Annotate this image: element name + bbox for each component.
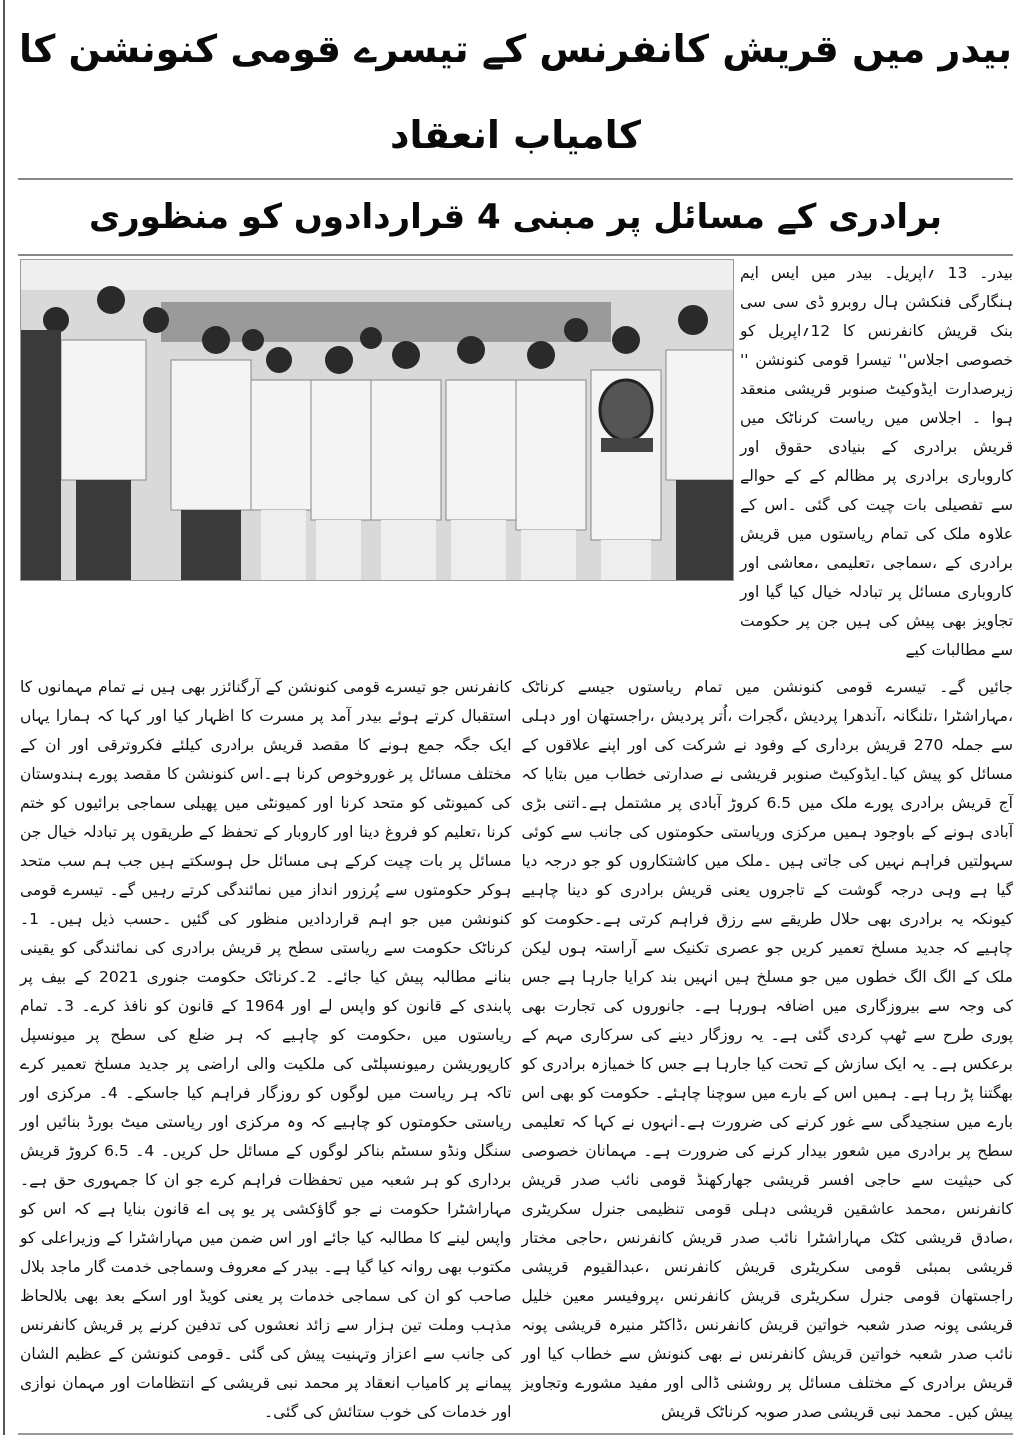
right-body-paragraph: جائیں گے۔ تیسرے قومی کنونشن میں تمام ریاستوں جیسے کرناٹک ،مہاراشٹرا ،تلنگانہ ،آندھرا پردیش ،گجرات ،اُتر پردیش ،راجستھان اور دہلی سے جملہ 270 قریش برداری کے وفود نے شرکت کی اور اپنے علاقوں کے مسائل کو پیش کیا۔ایڈوکیٹ صنوبر قریشی نے صدارتی خطاب میں بتایا کہ آج قریش برادری پورے ملک میں 6.5 کروڑ آبادی پر مشتمل ہے۔اتنی بڑی آبادی ہونے کے باوجود ہمیں مرکزی وریاستی حکومتوں کی جانب سے کوئی سہولتیں فراہم نہیں کی جاتی ہیں ۔ملک میں کاشتکاروں کو جو درجہ دیا گیا ہے وہی درجہ گوشت کے تاجروں یعنی قریش برادری کو دینا چاہیے کیونکہ یہ برادری بھی حلال طریقے سے رزق فراہم کرتی ہے۔حکومت کو چاہیے کہ جدید مسلخ تعمیر کریں جو عصری تکنیک سے آراستہ ہوں لیکن ملک کے الگ الگ خطوں میں جو مسلخ ہیں انہیں بند کرایا جارہا ہے جس کی وجہ سے بیروزگاری میں اضافہ ہورہا ہے۔ جانوروں کی تجارت بھی پوری طرح سے ٹھپ کردی گئی ہے۔ یہ روزگار دینے کی سرکاری مہم کے برعکس ہے۔ یہ ایک سازش کے تحت کیا جارہا ہے جس کا خمیازہ برادری کو بھگتنا پڑ رہا ہے۔ ہمیں اس کے بارے میں سوچنا چاہئے۔ حکومت کو بھی اس بارے میں سنجیدگی سے غور کرنے کی ضرورت ہے۔انہوں نے کہا کہ تعلیمی سطح پر برادری میں شعور بیدار کرنے کی ضرورت ہے۔ مہمانان خصوصی کی حیثیت سے حاجی افسر قریشی جھارکھنڈ قومی نائب صدر قریش کانفرنس ،محمد عاشقین قریشی دہلی قومی تنظیمی جنرل سکریٹری ،صادق قریشی کٹک مہاراشٹرا نائب صدر قریش کانفرنس ،حاجی مختار قریشی بمبئی قومی سکریٹری قریش کانفرنس ،عبدالقیوم قریشی راجستھان قومی جنرل سکریٹری قریش کانفرنس ،پروفیسر معین خلیل قریشی پونہ صدر شعبہ خواتین قریش کانفرنس ،ڈاکٹر منیرہ قریشی پونہ نائب صدر شعبہ خواتین قریش کانفرنس نے بھی کنونش سے خطاب کیا اور قریش برادری کے مختلف مسائل پر روشنی ڈالی اور مفید مشورے وتجاویز پیش کیں۔ محمد نبی قریشی صدر صوبہ کرناٹک قریش [521, 678, 1013, 1421]
page-left-border [3, 0, 5, 1435]
left-body-paragraph: کانفرنس جو تیسرے قومی کنونشن کے آرگنائزر بھی ہیں نے تمام مہمانوں کا استقبال کرتے ہوئے بیدر آمد پر مسرت کا اظہار کیا اور کہا کہ ہمارا یہاں ایک جگہ جمع ہونے کا مقصد قریش برادری کیلئے فکروترقی اور ان کے مختلف مسائل پر غوروخوص کرنا ہے۔اس کنونشن کا مقصد پورے ہندوستان کی کمیونٹی کو متحد کرنا اور کمیونٹی میں پھیلی سماجی برائیوں کو ختم کرنا ،تعلیم کو فروغ دینا اور کاروبار کے تحفظ کے طریقوں پر تبادلہ خیال جن مسائل پر بات چیت کرکے ہی مسائل حل ہوسکتے ہیں جب ہم سب متحد ہوکر حکومتوں سے پُرزور انداز میں نمائندگی کرتے رہیں گے۔ تیسرے قومی کنونشن میں جو اہم قراردادیں منظور کی گئیں ۔حسب ذیل ہیں۔ 1۔ کرناٹک حکومت سے ریاستی سطح پر قریش برادری کی نمائندگی کو یقینی بنانے مطالبہ پیش کیا جائے۔ 2۔کرناٹک حکومت جنوری 2021 کے بیف پر پابندی کے قانون کو واپس لے اور 1964 کے قانون کو نافذ کرے۔ 3۔ تمام ریاستوں میں ،حکومت کو چاہیے کہ ہر ضلع کی سطح پر میونسپل کارپوریشن رمیونسپلٹی کی ملکیت والی اراضی پر جدید مسلخ تعمیر کرے تاکہ ہر ریاست میں لوگوں کو روزگار فراہم کیا جاسکے۔ 4۔ مرکزی اور ریاستی حکومتوں کو چاہیے کہ وہ مرکزی اور ریاستی میٹ بورڈ بنائیں اور سنگل ونڈو سسٹم بناکر لوگوں کے مسائل حل کریں۔ 4۔ 6.5 کروڑ قریش برداری کو ہر شعبہ میں تحفظات فراہم کرے جو ان کا جمہوری حق ہے۔ مہاراشٹرا حکومت نے جو گاؤکشی پر یو پی اے قانون بنایا ہے کہ اس کو واپس لینے کا مطالبہ کیا جائے اور اس ضمن میں مہاراشٹرا کے وزیراعلی کو مکتوب بھی روانہ کیا گیا ہے۔ بیدر کے معروف وسماجی خدمت گار ماجد بلال صاحب کو ان کی سماجی خدمات پر یعنی کویڈ اور اسکے بعد بھی بلالحاظ مذہب وملت تین ہزار سے زائد نعشوں کی تدفین کرنے پر قریش کانفرنس کی جانب سے اعزاز وتہنیت پیش کی گئی ۔قومی کنونشن کے عظیم الشان پیمانے پر کامیاب انعقاد پر محمد نبی قریشی کے انتظامات اور مہمان نوازی اور خدمات کی خوب ستائش کی گئی۔ [20, 678, 512, 1421]
lead-paragraph: بیدر۔ 13 ؍اپریل۔ بیدر میں ایس ایم ہنگارگی فنکشن ہال روبرو ڈی سی سی بنک قریش کانفرنس کا 12؍اپریل کو خصوصی اجلاس'' تیسرا قومی کنونشن '' زیرصدارت ایڈوکیٹ صنوبر قریشی منعقد ہوا ۔ اجلاس میں ریاست کرناٹک میں قریش برادری کے بنیادی حقوق اور کاروباری برادری پر مظالم کے کے حوالے سے تفصیلی بات چیت کی گئی ۔اس کے علاوہ ملک کی تمام ریاستوں میں قریش برادری کے ،سماجی ،تعلیمی ،معاشی اور کاروباری مسائل پر تبادلہ خیال کیا گیا اور تجاویز بھی پیش کی ہیں جن پر حکومت سے مطالبات کیے [740, 264, 1013, 659]
headline: بیدر میں قریش کانفرنس کے تیسرے قومی کنونشن کا کامیاب انعقاد [18, 27, 1013, 157]
right-body-column [522, 673, 1014, 1427]
header-block [18, 0, 1013, 256]
top-row [20, 259, 1013, 665]
group-photo [20, 259, 734, 581]
left-body-column [20, 673, 512, 1427]
subheadline-divider [18, 254, 1013, 256]
subheadline: برادری کے مسائل پر مبنی 4 قراردادوں کو منظوری [88, 197, 942, 237]
lead-column [740, 259, 1013, 665]
bottom-divider [18, 1433, 1013, 1435]
group-photo-illustration [21, 260, 733, 580]
body-columns [20, 673, 1013, 1427]
